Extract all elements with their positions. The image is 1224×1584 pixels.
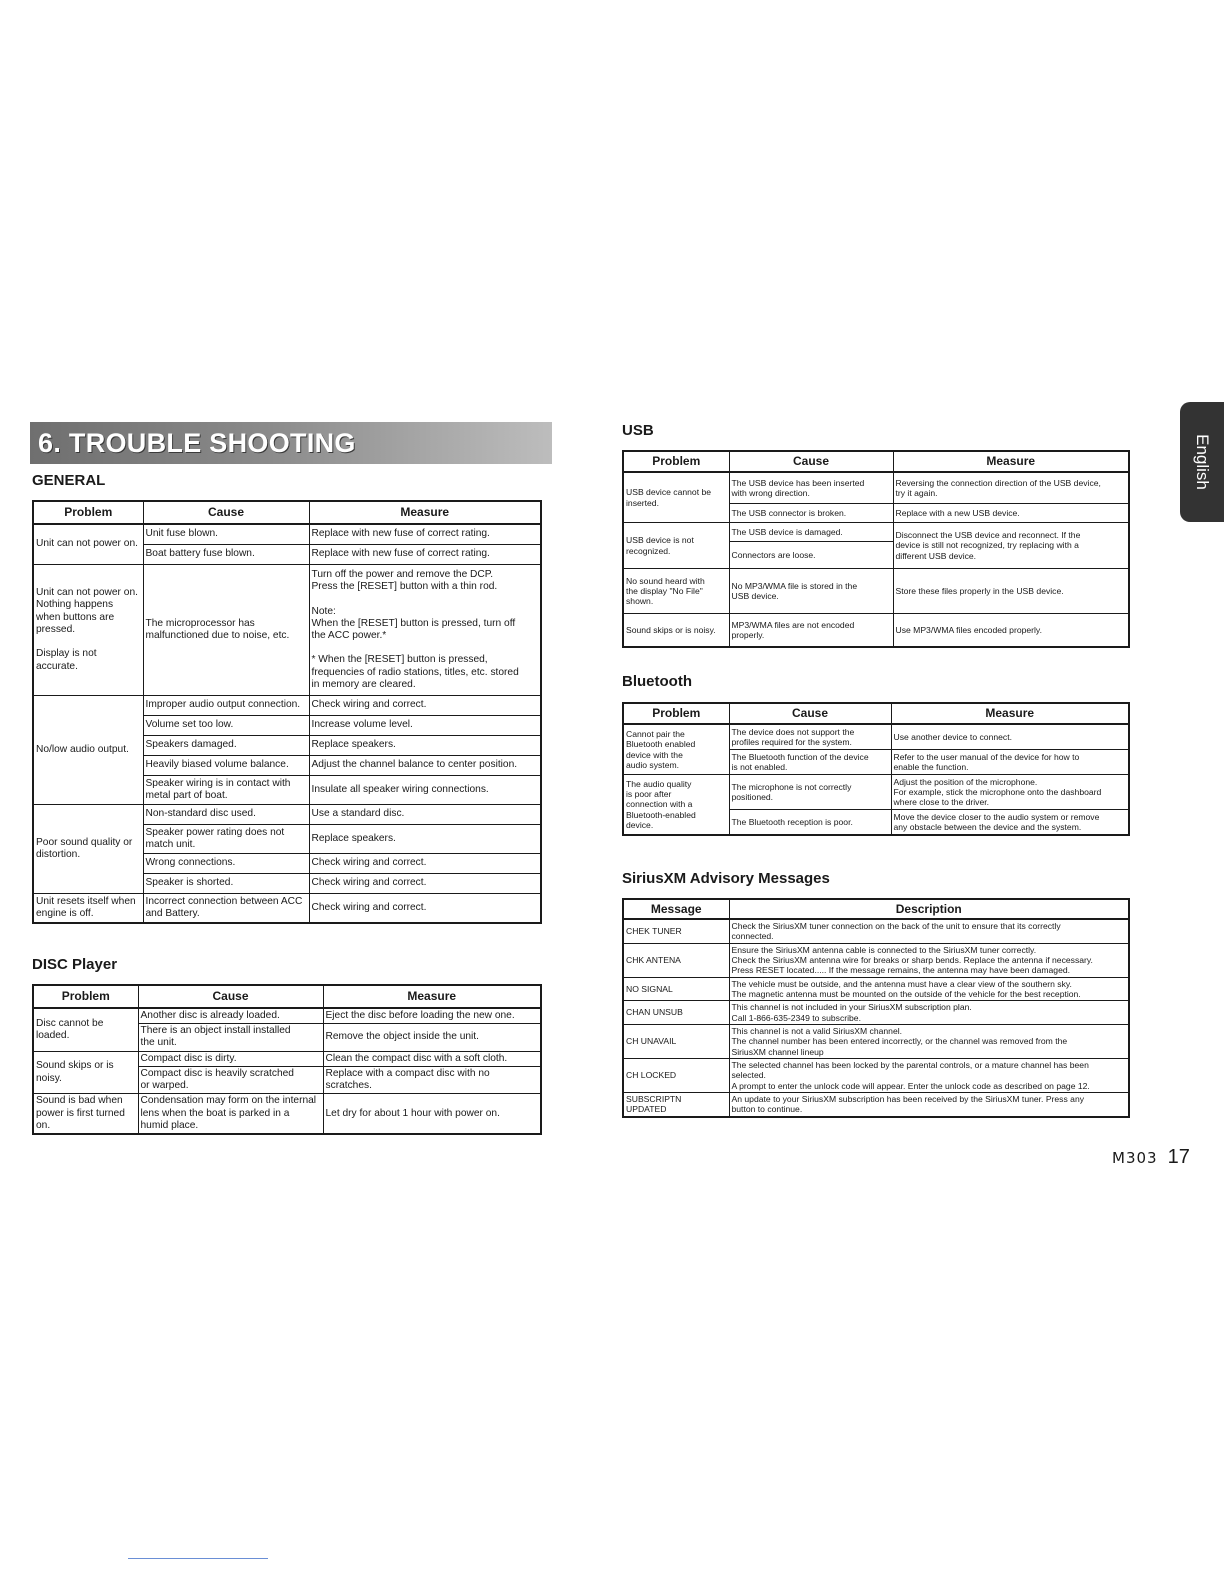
siriusxm-table (622, 898, 1130, 1118)
measure-cell: Eject the disc before loading the new one. (323, 1008, 541, 1024)
column-header: Problem (623, 451, 729, 472)
cause-cell: Improper audio output connection. (143, 696, 309, 716)
measure-cell: Check wiring and correct. (309, 854, 541, 874)
cause-cell: Compact disc is dirty. (138, 1051, 323, 1066)
cause-cell: The USB connector is broken. (729, 504, 893, 523)
measure-cell: Clean the compact disc with a soft cloth. (323, 1051, 541, 1066)
cause-cell: Speaker is shorted. (143, 874, 309, 894)
cause-cell: No MP3/WMA file is stored in the USB device. (729, 569, 893, 614)
table-row (33, 1008, 541, 1024)
column-header: Cause (143, 501, 309, 524)
measure-cell: Check wiring and correct. (309, 894, 541, 924)
page-footer (1112, 1146, 1190, 1169)
measure-cell: Remove the object inside the unit. (323, 1024, 541, 1051)
table-header-row (33, 985, 541, 1008)
table-row (33, 565, 541, 696)
measure-cell: Check wiring and correct. (309, 874, 541, 894)
problem-cell: No sound heard with the display "No File" shown. (623, 569, 729, 614)
table-row (623, 569, 1129, 614)
table-row (623, 943, 1129, 977)
measure-cell: Let dry for about 1 hour with power on. (323, 1094, 541, 1134)
table-header-row (623, 703, 1129, 724)
column-header: Measure (323, 985, 541, 1008)
measure-cell: Adjust the channel balance to center position. (309, 756, 541, 776)
measure-cell: Adjust the position of the microphone. For example, stick the microphone onto the dashboard where close to the driver. (891, 775, 1129, 810)
cause-cell: Wrong connections. (143, 854, 309, 874)
measure-cell: Replace with a new USB device. (893, 504, 1129, 523)
table-row (623, 472, 1129, 504)
problem-cell: Sound skips or is noisy. (33, 1051, 138, 1094)
measure-cell: Turn off the power and remove the DCP. Press the [RESET] button with a thin rod. Note: When the [RESET] button is pressed, turn off the ACC power.* * When the [RESET] button is pressed, frequencies of radio stations, titles, etc. stored in memory are cleared. (309, 565, 541, 696)
column-header: Problem (33, 985, 138, 1008)
table-row (623, 1024, 1129, 1058)
disc-heading: DISC Player (32, 956, 118, 973)
problem-cell: USB device is not recognized. (623, 523, 729, 569)
message-cell: SUBSCRIPTN UPDATED (623, 1092, 729, 1116)
measure-cell: Move the device closer to the audio system or remove any obstacle between the device and the system. (891, 810, 1129, 836)
cause-cell: The USB device is damaged. (729, 523, 893, 542)
cause-cell: Another disc is already loaded. (138, 1008, 323, 1024)
measure-cell: Replace with new fuse of correct rating. (309, 524, 541, 545)
table-row (33, 524, 541, 545)
table-row (623, 724, 1129, 750)
measure-cell: Disconnect the USB device and reconnect. If the device is still not recognized, try replacing with a different USB device. (893, 523, 1129, 569)
measure-cell: Replace speakers. (309, 825, 541, 854)
column-header: Cause (729, 451, 893, 472)
measure-cell: Reversing the connection direction of the USB device, try it again. (893, 472, 1129, 504)
measure-cell: Replace with a compact disc with no scratches. (323, 1066, 541, 1093)
cause-cell: There is an object install installed the unit. (138, 1024, 323, 1051)
description-cell: Check the SiriusXM tuner connection on the back of the unit to ensure that its correctly connected. (729, 919, 1129, 943)
page-title: 6. TROUBLE SHOOTING (38, 428, 356, 458)
cause-cell: Compact disc is heavily scratched or warped. (138, 1066, 323, 1093)
bluetooth-heading: Bluetooth (622, 673, 692, 690)
table-row (33, 1094, 541, 1134)
message-cell: CHEK TUNER (623, 919, 729, 943)
measure-cell: Use MP3/WMA files encoded properly. (893, 614, 1129, 648)
column-header: Cause (138, 985, 323, 1008)
usb-heading: USB (622, 422, 654, 439)
measure-cell: Use a standard disc. (309, 805, 541, 825)
table-row (33, 1051, 541, 1066)
measure-cell: Check wiring and correct. (309, 696, 541, 716)
bluetooth-table (622, 702, 1130, 836)
problem-cell: Sound skips or is noisy. (623, 614, 729, 648)
decorative-line (128, 1558, 268, 1559)
measure-cell: Store these files properly in the USB device. (893, 569, 1129, 614)
problem-cell: Disc cannot be loaded. (33, 1008, 138, 1051)
message-cell: CH LOCKED (623, 1058, 729, 1092)
table-row (623, 977, 1129, 1001)
page-number: 17 (1167, 1146, 1190, 1168)
measure-cell: Use another device to connect. (891, 724, 1129, 750)
problem-cell: The audio quality is poor after connection with a Bluetooth-enabled device. (623, 775, 729, 836)
table-row (33, 805, 541, 825)
cause-cell: MP3/WMA files are not encoded properly. (729, 614, 893, 648)
measure-cell: Replace speakers. (309, 736, 541, 756)
cause-cell: Incorrect connection between ACC and Battery. (143, 894, 309, 924)
page-title-banner (30, 422, 552, 464)
cause-cell: The device does not support the profiles required for the system. (729, 724, 891, 750)
table-row (33, 696, 541, 716)
column-header: Description (729, 899, 1129, 919)
general-table (32, 500, 542, 924)
cause-cell: Unit fuse blown. (143, 524, 309, 545)
column-header: Problem (33, 501, 143, 524)
language-tab (1180, 402, 1224, 522)
measure-cell: Increase volume level. (309, 716, 541, 736)
problem-cell: Sound is bad when power is first turned on. (33, 1094, 138, 1134)
problem-cell: Unit can not power on. (33, 524, 143, 565)
cause-cell: Condensation may form on the internal lens when the boat is parked in a humid place. (138, 1094, 323, 1134)
usb-table (622, 450, 1130, 648)
column-header: Measure (309, 501, 541, 524)
message-cell: NO SIGNAL (623, 977, 729, 1001)
table-header-row (623, 451, 1129, 472)
description-cell: An update to your SiriusXM subscription has been received by the SiriusXM tuner. Press any button to continue. (729, 1092, 1129, 1116)
problem-cell: Unit can not power on. Nothing happens when buttons are pressed. Display is not accurate. (33, 565, 143, 696)
problem-cell: Cannot pair the Bluetooth enabled device with the audio system. (623, 724, 729, 775)
cause-cell: Speaker wiring is in contact with metal part of boat. (143, 776, 309, 805)
language-tab-label: English (1193, 434, 1212, 490)
message-cell: CHK ANTENA (623, 943, 729, 977)
general-heading: GENERAL (32, 472, 106, 489)
description-cell: The vehicle must be outside, and the antenna must have a clear view of the southern sky. The magnetic antenna must be mounted on the outside of the vehicle for the best reception. (729, 977, 1129, 1001)
column-header: Measure (893, 451, 1129, 472)
siriusxm-heading: SiriusXM Advisory Messages (622, 870, 830, 887)
column-header: Measure (891, 703, 1129, 724)
cause-cell: Heavily biased volume balance. (143, 756, 309, 776)
problem-cell: Poor sound quality or distortion. (33, 805, 143, 894)
problem-cell: USB device cannot be inserted. (623, 472, 729, 523)
measure-cell: Insulate all speaker wiring connections. (309, 776, 541, 805)
message-cell: CHAN UNSUB (623, 1001, 729, 1025)
table-header-row (33, 501, 541, 524)
cause-cell: Volume set too low. (143, 716, 309, 736)
table-row (623, 523, 1129, 542)
description-cell: The selected channel has been locked by the parental controls, or a mature channel has been selected. A prompt to enter the unlock code will appear. Enter the unlock code as described on page 12. (729, 1058, 1129, 1092)
cause-cell: Boat battery fuse blown. (143, 545, 309, 565)
description-cell: This channel is not included in your SiriusXM subscription plan. Call 1-866-635-2349 to subscribe. (729, 1001, 1129, 1025)
table-row (623, 1092, 1129, 1116)
problem-cell: Unit resets itself when engine is off. (33, 894, 143, 924)
message-cell: CH UNAVAIL (623, 1024, 729, 1058)
disc-table (32, 984, 542, 1135)
cause-cell: Non-standard disc used. (143, 805, 309, 825)
description-cell: Ensure the SiriusXM antenna cable is connected to the SiriusXM tuner correctly. Check the SiriusXM antenna wire for breaks or sharp bends. Replace the antenna if necessary. Press RESET located..... If the message remains, the antenna may have been damaged. (729, 943, 1129, 977)
table-row (623, 919, 1129, 943)
column-header: Message (623, 899, 729, 919)
table-row (623, 1058, 1129, 1092)
cause-cell: The microphone is not correctly positioned. (729, 775, 891, 810)
description-cell: This channel is not a valid SiriusXM channel. The channel number has been entered incorrectly, or the channel was removed from the SiriusXM channel lineup (729, 1024, 1129, 1058)
table-header-row (623, 899, 1129, 919)
model-name: M303 (1112, 1149, 1158, 1167)
cause-cell: The Bluetooth reception is poor. (729, 810, 891, 836)
measure-cell: Replace with new fuse of correct rating. (309, 545, 541, 565)
column-header: Cause (729, 703, 891, 724)
table-row (623, 775, 1129, 810)
table-row (623, 1001, 1129, 1025)
cause-cell: Speaker power rating does not match unit. (143, 825, 309, 854)
problem-cell: No/low audio output. (33, 696, 143, 805)
table-row (33, 894, 541, 924)
table-row (623, 614, 1129, 648)
cause-cell: The microprocessor has malfunctioned due to noise, etc. (143, 565, 309, 696)
cause-cell: Connectors are loose. (729, 542, 893, 569)
cause-cell: Speakers damaged. (143, 736, 309, 756)
measure-cell: Refer to the user manual of the device for how to enable the function. (891, 750, 1129, 775)
cause-cell: The Bluetooth function of the device is not enabled. (729, 750, 891, 775)
cause-cell: The USB device has been inserted with wrong direction. (729, 472, 893, 504)
column-header: Problem (623, 703, 729, 724)
